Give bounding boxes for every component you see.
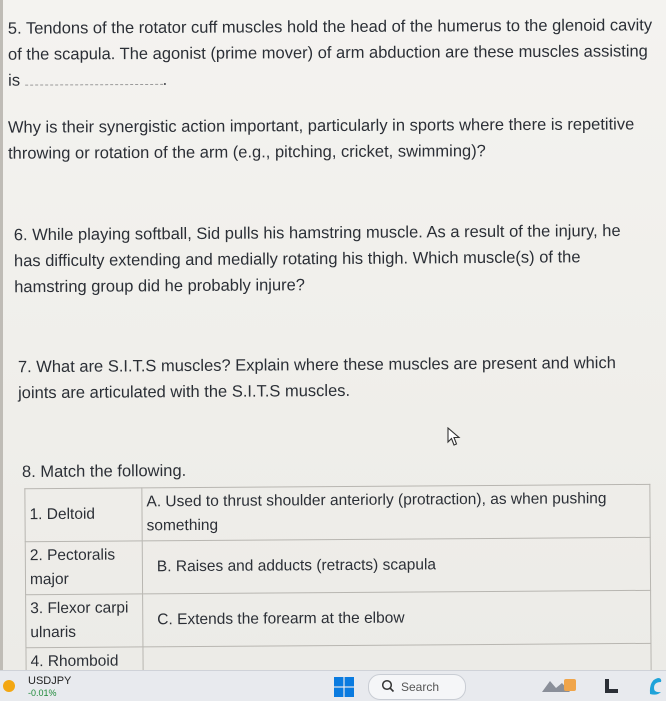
- question-5-part-2: Why is their synergistic action important, particularly in sports where there is repetitive throwing or rotation of the arm (e.g., pitching, cricket, swimming)?: [7, 115, 635, 163]
- match-left-cell: 4. Rhomboid: [26, 647, 143, 670]
- windows-start-icon[interactable]: [334, 677, 354, 697]
- table-row: [25, 484, 650, 541]
- match-table: [24, 484, 655, 670]
- match-right-cell: [143, 643, 651, 670]
- match-right-cell: A. Used to thrust shoulder anteriorly (protraction), as when pushing something: [142, 484, 650, 541]
- question-7: 7. What are S.I.T.S muscles? Explain where these muscles are present and which joints are articulated with the S.I.T.S muscles.: [17, 354, 616, 403]
- search-label: Search: [401, 680, 440, 694]
- table-row: [26, 643, 651, 670]
- ticker-symbol[interactable]: USDJPY: [28, 675, 72, 687]
- question-6: 6. While playing softball, Sid pulls his hamstring muscle. As a result of the injury, he has difficulty extending and medially rotating his thigh. Which muscle(s) of the hamstring group did he probably injure?: [13, 221, 621, 297]
- question-5-text: 5. Tendons of the rotator cuff muscles hold the head of the humerus to the glenoid cavity of the scapula. The agonist (prime mover) of arm abduction are these muscles assisting is: [7, 16, 653, 90]
- match-left-cell: 1. Deltoid: [25, 488, 142, 542]
- match-right-cell: C. Extends the forearm at the elbow: [143, 590, 651, 647]
- table-row: [26, 590, 651, 647]
- search-icon: [381, 679, 395, 693]
- taskbar-search[interactable]: [368, 674, 466, 700]
- file-explorer-icon[interactable]: [604, 677, 620, 695]
- windows-taskbar: [0, 670, 666, 701]
- ticker-change: -0.01%: [28, 688, 57, 698]
- paper-edge: [0, 0, 3, 670]
- match-left-cell: 3. Flexor carpi ulnaris: [26, 594, 143, 648]
- match-right-cell: B. Raises and adducts (retracts) scapula: [142, 537, 650, 594]
- edge-icon[interactable]: [648, 676, 662, 696]
- question-8: 8. Match the following.: [21, 461, 187, 482]
- answer-blank: [25, 70, 163, 86]
- match-left-cell: 2. Pectoralis major: [25, 541, 142, 595]
- table-row: [25, 537, 650, 594]
- question-5: [8, 12, 658, 93]
- pinned-app-icon[interactable]: [540, 677, 578, 695]
- question-5-end: .: [162, 70, 168, 89]
- mouse-cursor-icon: [447, 427, 461, 447]
- weather-icon[interactable]: [0, 677, 18, 695]
